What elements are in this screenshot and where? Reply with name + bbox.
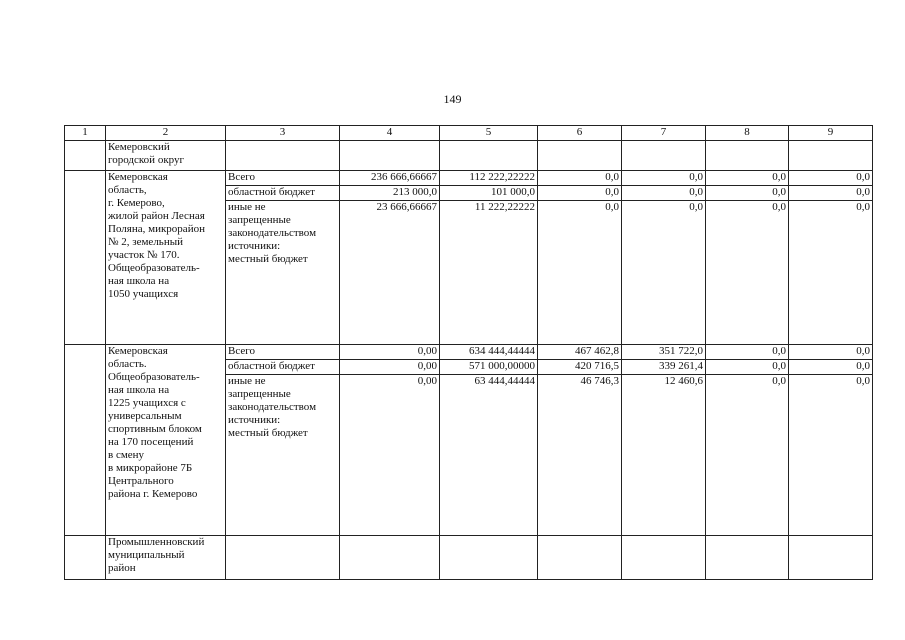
- value-cell: 0,0: [789, 171, 873, 186]
- empty-cell: [65, 141, 106, 171]
- empty-cell: [706, 141, 789, 171]
- empty-cell: [622, 536, 706, 580]
- value-cell: 0,00: [340, 360, 440, 375]
- header-cell: 5: [440, 126, 538, 141]
- funding-source: областной бюджет: [226, 360, 340, 375]
- empty-cell: [340, 536, 440, 580]
- value-cell: 0,0: [706, 171, 789, 186]
- header-cell: 1: [65, 126, 106, 141]
- value-cell: 12 460,6: [622, 375, 706, 536]
- header-cell: 4: [340, 126, 440, 141]
- value-cell: 467 462,8: [538, 345, 622, 360]
- value-cell: 23 666,66667: [340, 201, 440, 345]
- empty-cell: [226, 536, 340, 580]
- empty-cell: [226, 141, 340, 171]
- empty-cell: [789, 536, 873, 580]
- value-cell: 0,0: [622, 201, 706, 345]
- value-cell: 213 000,0: [340, 186, 440, 201]
- empty-cell: [65, 345, 106, 536]
- header-cell: 7: [622, 126, 706, 141]
- empty-cell: [538, 536, 622, 580]
- value-cell: 236 666,66667: [340, 171, 440, 186]
- empty-cell: [622, 141, 706, 171]
- project-name: Кемеровская область. Общеобразователь- ная школа на 1225 учащихся с универсальным спортивным блоком на 170 посещений в смену в микрорайоне 7Б Центрального района г. Кемерово: [106, 345, 226, 536]
- value-cell: 0,0: [789, 201, 873, 345]
- table-row: [65, 171, 873, 186]
- empty-cell: [538, 141, 622, 171]
- value-cell: 0,00: [340, 375, 440, 536]
- value-cell: 0,00: [340, 345, 440, 360]
- value-cell: 339 261,4: [622, 360, 706, 375]
- empty-cell: [65, 171, 106, 345]
- value-cell: 0,0: [706, 375, 789, 536]
- value-cell: 634 444,44444: [440, 345, 538, 360]
- empty-cell: [706, 536, 789, 580]
- value-cell: 0,0: [789, 186, 873, 201]
- value-cell: 0,0: [622, 171, 706, 186]
- value-cell: 0,0: [706, 360, 789, 375]
- value-cell: 63 444,44444: [440, 375, 538, 536]
- empty-cell: [65, 536, 106, 580]
- project-name: Кемеровская область, г. Кемерово, жилой район Лесная Поляна, микрорайон № 2, земельный участок № 170. Общеобразователь- ная школа на 1050 учащихся: [106, 171, 226, 345]
- section-row: [65, 536, 873, 580]
- value-cell: 101 000,0: [440, 186, 538, 201]
- header-cell: 6: [538, 126, 622, 141]
- value-cell: 0,0: [622, 186, 706, 201]
- value-cell: 0,0: [789, 360, 873, 375]
- funding-source: иные не запрещенные законодательством источники: местный бюджет: [226, 201, 340, 345]
- empty-cell: [440, 536, 538, 580]
- value-cell: 11 222,22222: [440, 201, 538, 345]
- funding-source: Всего: [226, 171, 340, 186]
- funding-source: областной бюджет: [226, 186, 340, 201]
- funding-source: иные не запрещенные законодательством источники: местный бюджет: [226, 375, 340, 536]
- value-cell: 0,0: [789, 375, 873, 536]
- header-cell: 3: [226, 126, 340, 141]
- header-cell: 9: [789, 126, 873, 141]
- value-cell: 0,0: [538, 186, 622, 201]
- header-cell: 8: [706, 126, 789, 141]
- value-cell: 0,0: [706, 186, 789, 201]
- empty-cell: [789, 141, 873, 171]
- value-cell: 46 746,3: [538, 375, 622, 536]
- section-title: Кемеровский городской округ: [106, 141, 226, 171]
- budget-table: [64, 125, 873, 580]
- value-cell: 0,0: [538, 201, 622, 345]
- value-cell: 0,0: [706, 345, 789, 360]
- page-number: 149: [443, 92, 462, 106]
- value-cell: 0,0: [538, 171, 622, 186]
- value-cell: 112 222,22222: [440, 171, 538, 186]
- section-title: Промышленновский муниципальный район: [106, 536, 226, 580]
- section-row: [65, 141, 873, 171]
- header-row: [65, 126, 873, 141]
- empty-cell: [340, 141, 440, 171]
- value-cell: 0,0: [706, 201, 789, 345]
- table-row: [65, 345, 873, 360]
- value-cell: 571 000,00000: [440, 360, 538, 375]
- value-cell: 0,0: [789, 345, 873, 360]
- funding-source: Всего: [226, 345, 340, 360]
- empty-cell: [440, 141, 538, 171]
- value-cell: 420 716,5: [538, 360, 622, 375]
- value-cell: 351 722,0: [622, 345, 706, 360]
- header-cell: 2: [106, 126, 226, 141]
